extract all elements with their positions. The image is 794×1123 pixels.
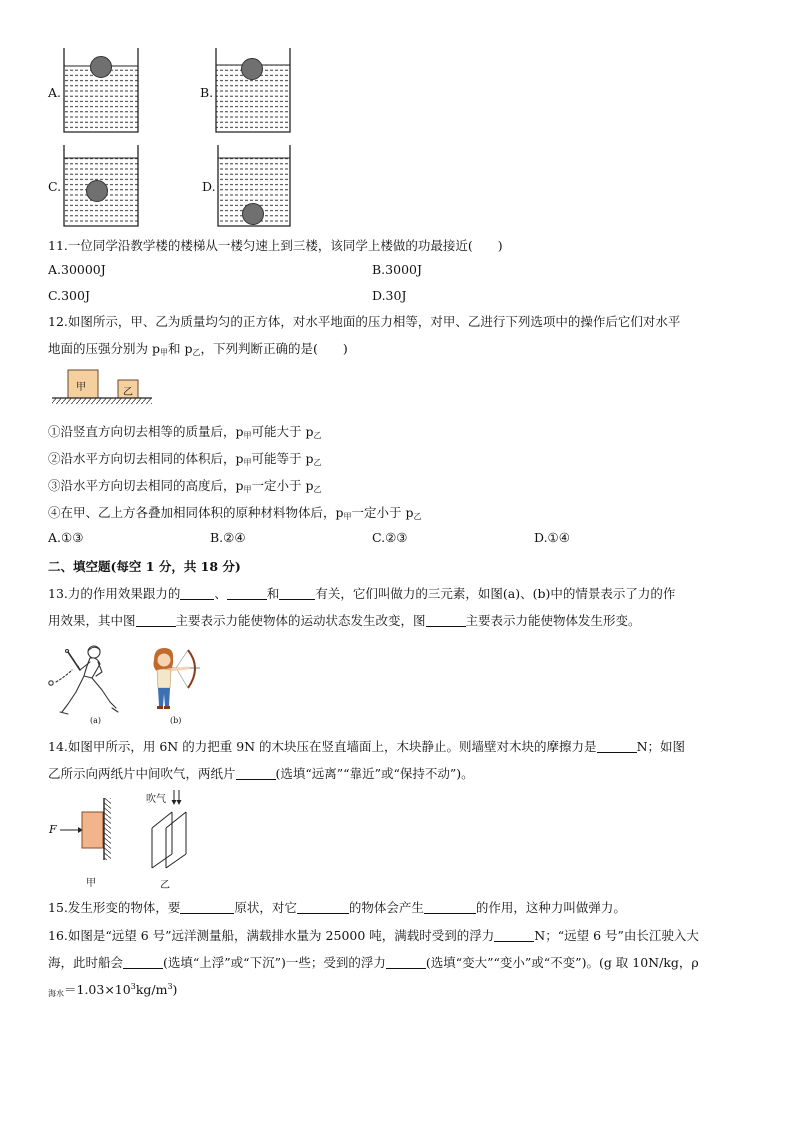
- q12-figure: [48, 366, 158, 408]
- ball-d: [243, 204, 264, 225]
- beaker-b: [216, 48, 290, 132]
- q13-line1: 13.力的作用效果跟力的 、 和 有关，它们叫做力的三元素，如图(a)、(b)中的情景表示了力的作: [48, 586, 676, 601]
- q13-blank-5[interactable]: [426, 614, 466, 627]
- q16-line1: 16.如图是“远望 6 号”远洋测量船，满载排水量为 25000 吨，满载时受到的浮力 N；“远望 6 号”由长江驶入大: [48, 928, 699, 943]
- q14-blank-1[interactable]: [597, 740, 637, 753]
- q16-line2: 海，此时船会 (选填“上浮”或“下沉”)一些；受到的浮力 (选填“变大”“变小”或“不变”)。(g 取 10N/kg，ρ: [48, 955, 699, 970]
- q12-fig-label-yi: 乙: [123, 387, 133, 398]
- q12-option-b: B.②④: [210, 530, 246, 545]
- wood-block: [82, 812, 103, 848]
- q12-option-c: C.②③: [372, 530, 408, 545]
- q11-option-c: C.300J: [48, 288, 90, 303]
- q15-blank-2[interactable]: [297, 901, 349, 914]
- q14-figure-jia: [48, 796, 118, 866]
- q15-line: 15.发生形变的物体，要 原状，对它 的物体会产生 的作用，这种力叫做弹力。: [48, 900, 626, 915]
- q13-caption-b: (b): [170, 716, 182, 725]
- q12-statement-3: ③沿水平方向切去相同的高度后，$p_甲$一定小于 $p_乙$: [48, 478, 322, 494]
- q16-blank-2[interactable]: [123, 956, 163, 969]
- q13-caption-a: (a): [90, 716, 102, 725]
- q12-statement-4: ④在甲、乙上方各叠加相同体积的原种材料物体后，$p_甲$一定小于 $p_乙$: [48, 505, 422, 521]
- q14-label-F: F: [49, 823, 57, 836]
- option-c-label: C.: [48, 179, 62, 194]
- q13-blank-3[interactable]: [279, 587, 315, 600]
- beaker-d: [218, 145, 290, 226]
- q12-stem-line2: 地面的压强分别为 $p_甲$和 $p_乙$，下列判断正确的是( ): [48, 341, 348, 357]
- q12-fig-label-jia: 甲: [76, 382, 86, 393]
- ball-a: [91, 57, 112, 78]
- q13-figure-a-baseball-player: [46, 642, 122, 720]
- q14-label-jia: 甲: [86, 878, 96, 889]
- beaker-a: [64, 48, 138, 132]
- q12-stem-line1: 12.如图所示，甲、乙为质量均匀的正方体，对水平地面的压力相等，对甲、乙进行下列选项中的操作后它们对水平: [48, 314, 681, 329]
- q14-label-yi: 乙: [160, 880, 170, 891]
- option-a-label: A.: [48, 85, 62, 100]
- q11-option-b: B.3000J: [372, 262, 422, 277]
- q11-stem: 11.一位同学沿教学楼的楼梯从一楼匀速上到三楼，该同学上楼做的功最接近( ): [48, 238, 503, 253]
- q13-blank-2[interactable]: [227, 587, 267, 600]
- q16-blank-3[interactable]: [386, 956, 426, 969]
- q11-option-d: D.30J: [372, 288, 407, 303]
- q13-figure-b-archer-girl: [148, 646, 204, 716]
- q15-blank-3[interactable]: [424, 901, 476, 914]
- beaker-c: [64, 145, 138, 226]
- q14-label-blow: 吹气: [146, 794, 166, 805]
- q14-line1: 14.如图甲所示，用 6N 的力把重 9N 的木块压在竖直墙面上，木块静止。则墙壁对木块的摩擦力是 N；如图: [48, 739, 686, 754]
- q13-blank-4[interactable]: [136, 614, 176, 627]
- q12-option-a: A.①③: [48, 530, 84, 545]
- q16-blank-1[interactable]: [494, 929, 534, 942]
- q13-blank-1[interactable]: [180, 587, 214, 600]
- q13-line2: 用效果，其中图 主要表示力能使物体的运动状态发生改变，图 主要表示力能使物体发生形变。: [48, 613, 641, 628]
- ball-c: [87, 181, 108, 202]
- option-b-label: B.: [200, 85, 214, 100]
- q12-statement-1: ①沿竖直方向切去相等的质量后，$p_甲$可能大于 $p_乙$: [48, 424, 322, 440]
- q14-blank-2[interactable]: [236, 767, 276, 780]
- q12-option-d: D.①④: [534, 530, 570, 545]
- q11-option-a: A.30000J: [48, 262, 106, 277]
- ball-b: [242, 59, 263, 80]
- option-d-label: D.: [202, 179, 216, 194]
- q15-blank-1[interactable]: [180, 901, 234, 914]
- q14-line2: 乙所示向两纸片中间吹气，两纸片 (选填“远离”“靠近”或“保持不动”)。: [48, 766, 474, 781]
- beaker-figures: [0, 0, 794, 235]
- q16-line3: $_{海水}=1.03\times 10^3kg/m^3$): [48, 982, 178, 998]
- q12-statement-2: ②沿水平方向切去相同的体积后，$p_甲$可能等于 $p_乙$: [48, 451, 322, 467]
- section-2-title: 二、填空题(每空 1 分，共 18 分): [48, 559, 241, 574]
